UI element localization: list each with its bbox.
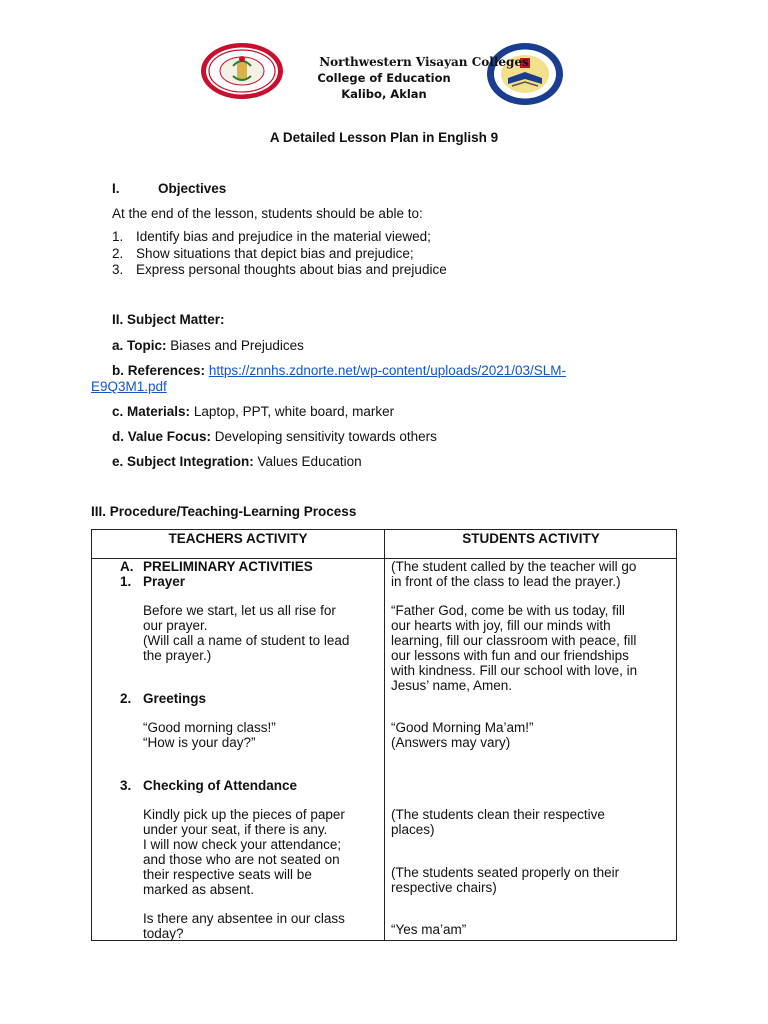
objectives-intro: At the end of the lesson, students should be able to: — [112, 206, 423, 221]
teacher-section-a: A. PRELIMINARY ACTIVITIES — [120, 559, 313, 574]
procedure-table — [91, 529, 677, 941]
materials-line: c. Materials: Laptop, PPT, white board, marker — [112, 404, 395, 419]
objectives-heading: Objectives — [158, 181, 227, 196]
references-line-cont — [91, 379, 167, 394]
teacher-column-header: TEACHERS ACTIVITY — [168, 531, 308, 546]
reference-link-cont[interactable]: E9Q3M1.pdf — [91, 379, 167, 394]
topic-line: a. Topic: Biases and Prejudices — [112, 338, 304, 353]
teacher-attendance-heading: 3. Checking of Attendance — [120, 778, 298, 793]
teacher-absentee-text: Is there any absentee in our class today? — [143, 911, 345, 941]
student-column-header: STUDENTS ACTIVITY — [462, 531, 600, 546]
list-item: 3. Express personal thoughts about bias and prejudice — [112, 262, 447, 277]
student-greetings-text: “Good Morning Ma’am!” (Answers may vary) — [391, 720, 534, 750]
subject-matter-heading: II. Subject Matter: — [112, 312, 225, 327]
college-location: Kalibo, Aklan — [341, 87, 427, 101]
student-yes-text: “Yes ma’am” — [391, 922, 467, 937]
table-divider — [384, 530, 385, 940]
procedure-heading: III. Procedure/Teaching-Learning Process — [91, 504, 357, 519]
teacher-attendance-text: Kindly pick up the pieces of paper under your seat, if there is any. I will now check your attendance; and those who are not seated on their respective seats will be marked as absent. — [143, 807, 345, 897]
list-item: 2. Show situations that depict bias and prejudice; — [112, 245, 414, 261]
student-prayer-text: “Father God, come be with us today, fill our hearts with joy, fill our minds with learning, fill our classroom with peace, fill our lessons with fun and our friendships with kindness. Fill our school with love, in Jesus’ name, Amen. — [391, 603, 638, 693]
student-clean-text: (The students clean their respective places) — [391, 807, 605, 837]
subject-integration-line: e. Subject Integration: Values Education — [112, 454, 362, 469]
teacher-greetings-text: “Good morning class!” “How is your day?” — [143, 720, 276, 750]
list-item: 1. Identify bias and prejudice in the material viewed; — [112, 229, 431, 244]
value-focus-line: d. Value Focus: Developing sensitivity towards others — [112, 429, 437, 444]
document-title: A Detailed Lesson Plan in English 9 — [269, 130, 499, 145]
reference-link[interactable]: https://znnhs.zdnorte.net/wp-content/uploads/2021/03/SLM- — [208, 363, 567, 378]
department-name: College of Education — [317, 71, 451, 85]
student-seated-text: (The students seated properly on their respective chairs) — [391, 865, 620, 895]
teacher-prayer-heading: 1. Prayer — [120, 574, 186, 589]
objectives-list — [112, 229, 447, 279]
teacher-prayer-text: Before we start, let us all rise for our prayer. (Will call a name of student to lead the prayer.) — [143, 603, 350, 663]
references-line: b. References: https://znnhs.zdnorte.net/wp-content/uploads/2021/03/SLM- — [112, 363, 567, 378]
college-name: Northwestern Visayan Colleges — [319, 55, 529, 69]
student-prayer-intro: (The student called by the teacher will go in front of the class to lead the prayer.) — [391, 559, 637, 589]
teacher-greetings-heading: 2. Greetings — [120, 691, 207, 706]
objectives-number: I. — [112, 181, 120, 196]
